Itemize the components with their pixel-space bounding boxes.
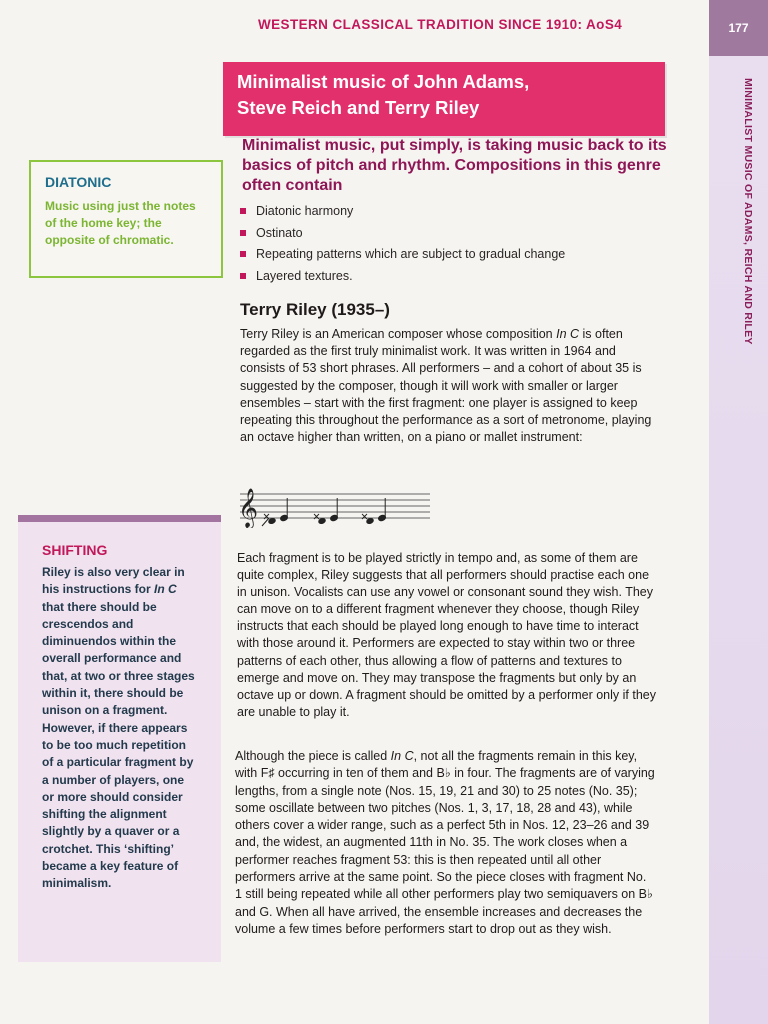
paragraph-2: Each fragment is to be played strictly in tempo and, as some of them are quite complex, Riley suggests that all performers should practise each one in unison. Vocalists can use any vowel or consonant sound they wish. They can move on to a different fragment whenever they choose, though Riley instructs that each should be played long enough to have time to interact with those around it. Performers are expected to stay within two or three patterns of each other, thus allowing a flow of patterns and textures to emerge and move on. They may transpose the fragments but only by an octave up or down. A fragment should be omitted by a performer only if they are unable to play it. xyxy=(237,551,656,719)
title-banner xyxy=(223,62,665,136)
shifting-text: Riley is also very clear in his instructions for In C that there should be crescendos and diminuendos within the overall performance and that, at two or three stages within it, there should be unison on a fragment. However, if there appears to be too much repetition of a particular fragment by a number of players, one or more should consider shifting the alignment slightly by a quaver or a crotchet. This ‘shifting’ became a key feature of minimalism. xyxy=(42,565,195,891)
shifting-sidebar-box xyxy=(18,515,221,962)
page-number: 177 xyxy=(709,0,768,56)
music-notation-fragment xyxy=(236,480,432,528)
diatonic-definition: Music using just the notes of the home key; the opposite of chromatic. xyxy=(45,199,196,247)
square-bullet-icon xyxy=(240,208,246,214)
title-line-1: Minimalist music of John Adams, xyxy=(237,71,530,92)
paragraph-3: Although the piece is called In C, not all the fragments remain in this key, with F♯ occurring in ten of them and B♭ in four. The fragments are of varying lengths, from a single note (Nos. 15, 19, 21 and 30) to 25 notes (No. 35); some oscillate between two pitches (Nos. 1, 3, 17, 18, 28 and 43), while others cover a wider range, such as a perfect 5th in Nos. 12, 23–26 and 39 and, the widest, an augmented 11th in No. 35. The work closes when a performer reaches fragment 53: this is then repeated until all other performers arrive at the same point. So the piece closes with fragment No. 1 still being repeated while all other performers play two semiquavers on B♭ and G. When all have arrived, the ensemble increases and decreases the volume a few times before performers start to drop out as they wish. xyxy=(235,749,655,936)
list-item: Repeating patterns which are subject to gradual change xyxy=(240,244,680,266)
feature-list xyxy=(240,201,680,287)
side-chapter-title: MINIMALIST MUSIC OF ADAMS, REICH AND RILEY xyxy=(742,78,754,345)
list-item: Ostinato xyxy=(240,223,680,245)
shifting-heading: SHIFTING xyxy=(42,542,108,558)
section-heading: Terry Riley (1935–) xyxy=(240,300,390,319)
square-bullet-icon xyxy=(240,273,246,279)
diatonic-glossary-box xyxy=(29,160,223,278)
list-item: Diatonic harmony xyxy=(240,201,680,223)
list-item: Layered textures. xyxy=(240,266,680,288)
square-bullet-icon xyxy=(240,251,246,257)
treble-clef-icon: 𝄞 xyxy=(238,488,259,528)
square-bullet-icon xyxy=(240,230,246,236)
paragraph-1: Terry Riley is an American composer whose composition In C is often regarded as the first truly minimalist work. It was written in 1964 and consists of 53 short phrases. All performers – and a cohort of about 35 is suggested by the composer, though it will work with smaller or larger ensembles – start with the first fragment: one player is assigned to keep repeating this throughout the performance as a sort of metronome, playing an octave higher than written, on a piano or mallet instrument: xyxy=(240,327,652,445)
running-header: WESTERN CLASSICAL TRADITION SINCE 1910: AoS4 xyxy=(258,17,623,32)
intro-text: Minimalist music, put simply, is taking music back to its basics of pitch and rhythm. Compositions in this genre often contain xyxy=(242,137,667,194)
diatonic-heading: DIATONIC xyxy=(45,174,112,190)
title-line-2: Steve Reich and Terry Riley xyxy=(237,97,480,118)
